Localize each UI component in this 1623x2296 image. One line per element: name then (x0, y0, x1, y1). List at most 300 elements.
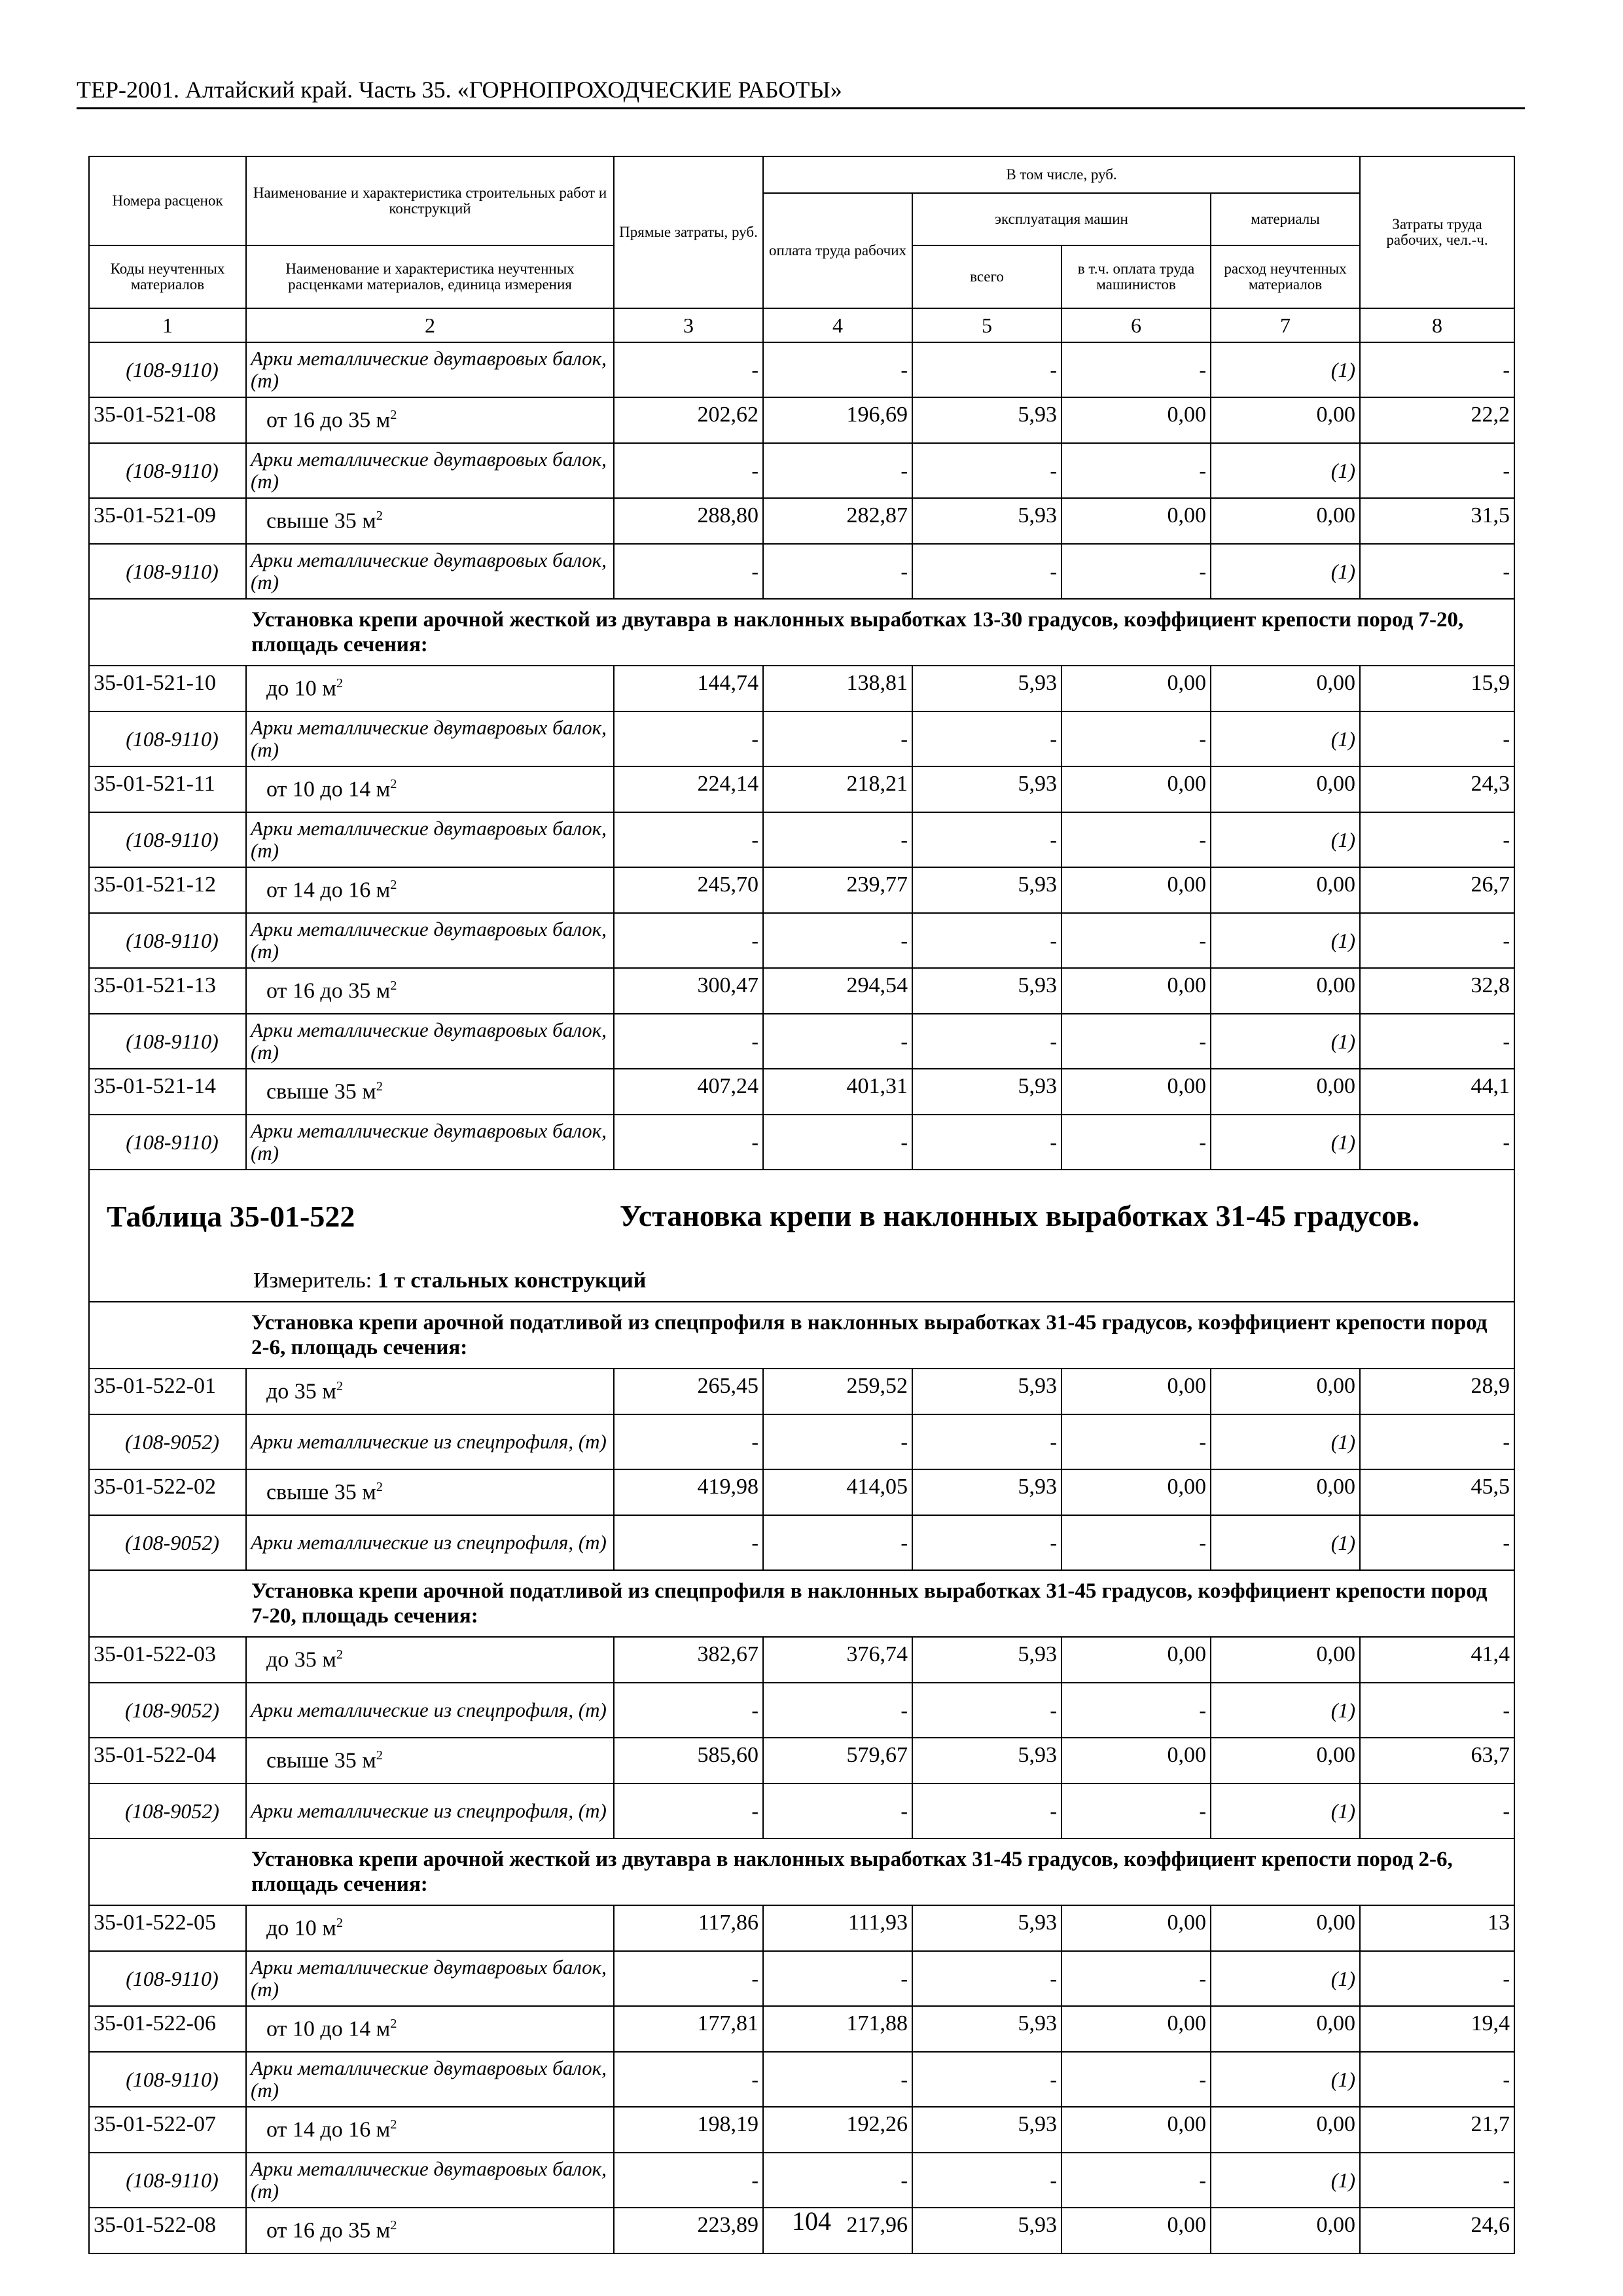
material-name: Арки металлические двутавровых балок, (т) (246, 1115, 614, 1170)
cell-dash: - (1061, 913, 1211, 968)
rate-row (89, 2006, 1514, 2052)
material-name: Арки металлические из спецпрофиля, (т) (246, 1784, 614, 1839)
material-code: (108-9052) (89, 1414, 246, 1469)
material-code: (108-9110) (89, 443, 246, 498)
cell-dash: - (1061, 812, 1211, 867)
machines-total: 5,93 (912, 666, 1061, 711)
rate-name: от 16 до 35 $м^2$ (246, 2208, 614, 2253)
cell-dash: - (912, 1515, 1061, 1570)
column-numbers-row (89, 308, 1514, 342)
cell-dash: - (763, 1515, 912, 1570)
section-row (89, 1570, 1514, 1637)
material-consumption: 0,00 (1211, 1738, 1360, 1784)
material-code: (108-9052) (89, 1683, 246, 1738)
machinist-pay: 0,00 (1061, 2208, 1211, 2253)
rate-code: 35-01-521-13 (89, 968, 246, 1014)
head-materials: материалы (1211, 193, 1360, 245)
cell-dash: - (614, 2052, 763, 2107)
material-consumption: 0,00 (1211, 1069, 1360, 1115)
worker-pay: 111,93 (763, 1905, 912, 1951)
material-quantity: (1) (1211, 711, 1360, 766)
rate-code: 35-01-522-07 (89, 2107, 246, 2153)
material-quantity: (1) (1211, 1951, 1360, 2006)
labor-costs: 19,4 (1360, 2006, 1514, 2052)
material-name: Арки металлические двутавровых балок, (т) (246, 1951, 614, 2006)
rate-name: от 10 до 14 $м^2$ (246, 766, 614, 812)
head-rate-numbers: Номера расценок (89, 156, 246, 245)
cell-dash: - (1061, 544, 1211, 599)
rate-name: свыше 35 $м^2$ (246, 1738, 614, 1784)
rate-code: 35-01-521-14 (89, 1069, 246, 1115)
material-name: Арки металлические двутавровых балок, (т) (246, 1014, 614, 1069)
cell-dash: - (763, 2052, 912, 2107)
machines-total: 5,93 (912, 2208, 1061, 2253)
machinist-pay: 0,00 (1061, 867, 1211, 913)
cell-dash: - (763, 443, 912, 498)
cell-dash: - (1061, 1414, 1211, 1469)
worker-pay: 414,05 (763, 1469, 912, 1515)
labor-costs: 45,5 (1360, 1469, 1514, 1515)
column-number: 5 (912, 308, 1061, 342)
cell-dash: - (1360, 2153, 1514, 2208)
material-quantity: (1) (1211, 1683, 1360, 1738)
cell-dash: - (763, 711, 912, 766)
material-row (89, 1951, 1514, 2006)
material-name: Арки металлические двутавровых балок, (т) (246, 544, 614, 599)
rate-row (89, 1369, 1514, 1414)
machinist-pay: 0,00 (1061, 1905, 1211, 1951)
cell-dash: - (1360, 913, 1514, 968)
head-labor-costs: Затраты труда рабочих, чел.-ч. (1360, 156, 1514, 308)
table-title-row (89, 1170, 1514, 1302)
cell-dash: - (763, 1115, 912, 1170)
rate-name: от 16 до 35 $м^2$ (246, 397, 614, 443)
machines-total: 5,93 (912, 1469, 1061, 1515)
cell-dash: - (912, 1683, 1061, 1738)
cell-dash: - (614, 711, 763, 766)
cell-dash: - (763, 812, 912, 867)
rate-code: 35-01-522-05 (89, 1905, 246, 1951)
rate-row (89, 766, 1514, 812)
direct-costs: 300,47 (614, 968, 763, 1014)
material-consumption: 0,00 (1211, 968, 1360, 1014)
column-number: 7 (1211, 308, 1360, 342)
rate-code: 35-01-521-11 (89, 766, 246, 812)
cell-dash: - (763, 544, 912, 599)
material-name: Арки металлические двутавровых балок, (т) (246, 443, 614, 498)
cell-dash: - (614, 1414, 763, 1469)
rate-row (89, 1738, 1514, 1784)
material-name: Арки металлические двутавровых балок, (т) (246, 711, 614, 766)
material-consumption: 0,00 (1211, 2107, 1360, 2153)
rate-row (89, 2107, 1514, 2153)
cell-dash: - (912, 1014, 1061, 1069)
material-name: Арки металлические из спецпрофиля, (т) (246, 1414, 614, 1469)
material-row (89, 1515, 1514, 1570)
rate-code: 35-01-521-12 (89, 867, 246, 913)
machinist-pay: 0,00 (1061, 968, 1211, 1014)
material-name: Арки металлические из спецпрофиля, (т) (246, 1515, 614, 1570)
machinist-pay: 0,00 (1061, 1738, 1211, 1784)
direct-costs: 288,80 (614, 498, 763, 544)
machinist-pay: 0,00 (1061, 397, 1211, 443)
material-quantity: (1) (1211, 1515, 1360, 1570)
direct-costs: 198,19 (614, 2107, 763, 2153)
cell-dash: - (912, 1951, 1061, 2006)
cell-dash: - (614, 1951, 763, 2006)
cell-dash: - (614, 342, 763, 397)
labor-costs: 24,3 (1360, 766, 1514, 812)
material-quantity: (1) (1211, 1784, 1360, 1839)
worker-pay: 196,69 (763, 397, 912, 443)
cell-dash: - (912, 1115, 1061, 1170)
cell-dash: - (912, 443, 1061, 498)
machinist-pay: 0,00 (1061, 2006, 1211, 2052)
rate-code: 35-01-521-09 (89, 498, 246, 544)
cell-dash: - (614, 1515, 763, 1570)
rate-name: свыше 35 $м^2$ (246, 498, 614, 544)
direct-costs: 245,70 (614, 867, 763, 913)
cell-dash: - (763, 342, 912, 397)
machinist-pay: 0,00 (1061, 1369, 1211, 1414)
direct-costs: 407,24 (614, 1069, 763, 1115)
rate-code: 35-01-522-06 (89, 2006, 246, 2052)
machines-total: 5,93 (912, 1905, 1061, 1951)
material-consumption: 0,00 (1211, 2208, 1360, 2253)
labor-costs: 13 (1360, 1905, 1514, 1951)
cell-dash: - (614, 2153, 763, 2208)
cell-dash: - (912, 913, 1061, 968)
cell-dash: - (1061, 1515, 1211, 1570)
head-material-codes: Коды неучтенных материалов (89, 245, 246, 308)
labor-costs: 15,9 (1360, 666, 1514, 711)
worker-pay: 376,74 (763, 1637, 912, 1683)
labor-costs: 28,9 (1360, 1369, 1514, 1414)
cell-dash: - (1360, 2052, 1514, 2107)
material-code: (108-9110) (89, 1115, 246, 1170)
cell-dash: - (912, 1414, 1061, 1469)
machines-total: 5,93 (912, 968, 1061, 1014)
direct-costs: 265,45 (614, 1369, 763, 1414)
material-code: (108-9110) (89, 913, 246, 968)
rate-name: от 10 до 14 $м^2$ (246, 2006, 614, 2052)
material-row (89, 443, 1514, 498)
rate-code: 35-01-521-08 (89, 397, 246, 443)
worker-pay: 259,52 (763, 1369, 912, 1414)
cell-dash: - (1360, 1683, 1514, 1738)
cell-dash: - (614, 443, 763, 498)
section-row (89, 599, 1514, 666)
material-row (89, 342, 1514, 397)
rate-name: до 35 $м^2$ (246, 1369, 614, 1414)
cell-dash: - (614, 913, 763, 968)
material-quantity: (1) (1211, 1414, 1360, 1469)
cell-dash: - (912, 1784, 1061, 1839)
material-row (89, 1414, 1514, 1469)
rate-row (89, 397, 1514, 443)
column-number: 3 (614, 308, 763, 342)
rate-row (89, 867, 1514, 913)
machinist-pay: 0,00 (1061, 766, 1211, 812)
cell-dash: - (763, 1784, 912, 1839)
machinist-pay: 0,00 (1061, 1469, 1211, 1515)
cell-dash: - (1061, 1683, 1211, 1738)
machinist-pay: 0,00 (1061, 1069, 1211, 1115)
machines-total: 5,93 (912, 867, 1061, 913)
section-row (89, 1839, 1514, 1905)
rate-code: 35-01-522-08 (89, 2208, 246, 2253)
material-quantity: (1) (1211, 2052, 1360, 2107)
labor-costs: 63,7 (1360, 1738, 1514, 1784)
worker-pay: 282,87 (763, 498, 912, 544)
material-row (89, 812, 1514, 867)
direct-costs: 177,81 (614, 2006, 763, 2052)
section-title: Установка крепи арочной податливой из спецпрофиля в наклонных выработках 31-45 градусов, коэффициент крепости пород 2-6, площадь сечения: (246, 1302, 1514, 1369)
material-name: Арки металлические двутавровых балок, (т) (246, 913, 614, 968)
rate-row (89, 666, 1514, 711)
worker-pay: 138,81 (763, 666, 912, 711)
material-consumption: 0,00 (1211, 666, 1360, 711)
cell-dash: - (912, 342, 1061, 397)
head-machinist-pay: в т.ч. оплата труда машинистов (1061, 245, 1211, 308)
material-consumption: 0,00 (1211, 766, 1360, 812)
cell-dash: - (1360, 1014, 1514, 1069)
cell-dash: - (1061, 1951, 1211, 2006)
column-number: 6 (1061, 308, 1211, 342)
material-row (89, 2153, 1514, 2208)
worker-pay: 579,67 (763, 1738, 912, 1784)
rate-name: до 35 $м^2$ (246, 1637, 614, 1683)
table-title: Установка крепи в наклонных выработках 31-45 градусов. (620, 1199, 1420, 1232)
rate-name: свыше 35 $м^2$ (246, 1469, 614, 1515)
table-number: Таблица 35-01-522 (107, 1200, 355, 1233)
rate-code: 35-01-522-04 (89, 1738, 246, 1784)
material-row (89, 544, 1514, 599)
machines-total: 5,93 (912, 1738, 1061, 1784)
page-number: 104 (792, 2206, 831, 2236)
section-row (89, 1302, 1514, 1369)
material-quantity: (1) (1211, 544, 1360, 599)
cell-dash: - (1360, 812, 1514, 867)
rate-row (89, 1469, 1514, 1515)
worker-pay: 239,77 (763, 867, 912, 913)
material-row (89, 1014, 1514, 1069)
section-title: Установка крепи арочной жесткой из двутавра в наклонных выработках 13-30 градусов, коэффициент крепости пород 7-20, площадь сечения: (246, 599, 1514, 666)
rate-code: 35-01-522-03 (89, 1637, 246, 1683)
material-quantity: (1) (1211, 342, 1360, 397)
labor-costs: 44,1 (1360, 1069, 1514, 1115)
cell-dash: - (763, 2153, 912, 2208)
worker-pay: 192,26 (763, 2107, 912, 2153)
cell-dash: - (912, 2153, 1061, 2208)
material-consumption: 0,00 (1211, 867, 1360, 913)
column-number: 2 (246, 308, 614, 342)
machinist-pay: 0,00 (1061, 1637, 1211, 1683)
page-header: ТЕР-2001. Алтайский край. Часть 35. «ГОРНОПРОХОДЧЕСКИЕ РАБОТЫ» (77, 75, 1525, 109)
material-code: (108-9110) (89, 711, 246, 766)
machines-total: 5,93 (912, 1069, 1061, 1115)
rate-name: от 16 до 35 $м^2$ (246, 968, 614, 1014)
worker-pay: 401,31 (763, 1069, 912, 1115)
cell-dash: - (912, 2052, 1061, 2107)
cell-dash: - (1360, 1115, 1514, 1170)
material-consumption: 0,00 (1211, 1637, 1360, 1683)
column-number: 1 (89, 308, 246, 342)
direct-costs: 585,60 (614, 1738, 763, 1784)
section-title: Установка крепи арочной податливой из спецпрофиля в наклонных выработках 31-45 градусов, коэффициент крепости пород 7-20, площадь сечения: (246, 1570, 1514, 1637)
cell-dash: - (1360, 443, 1514, 498)
material-name: Арки металлические из спецпрофиля, (т) (246, 1683, 614, 1738)
material-quantity: (1) (1211, 812, 1360, 867)
worker-pay: 218,21 (763, 766, 912, 812)
machinist-pay: 0,00 (1061, 2107, 1211, 2153)
rate-row (89, 1637, 1514, 1683)
cell-dash: - (1061, 443, 1211, 498)
column-number: 4 (763, 308, 912, 342)
cell-dash: - (1360, 1784, 1514, 1839)
cell-dash: - (1061, 1014, 1211, 1069)
cell-dash: - (1061, 2052, 1211, 2107)
material-row (89, 1784, 1514, 1839)
cell-dash: - (763, 1951, 912, 2006)
labor-costs: 22,2 (1360, 397, 1514, 443)
cell-dash: - (1360, 544, 1514, 599)
material-code: (108-9110) (89, 544, 246, 599)
material-consumption: 0,00 (1211, 397, 1360, 443)
material-consumption: 0,00 (1211, 2006, 1360, 2052)
direct-costs: 117,86 (614, 1905, 763, 1951)
material-row (89, 913, 1514, 968)
rates-table (88, 156, 1515, 2254)
material-name: Арки металлические двутавровых балок, (т) (246, 2153, 614, 2208)
material-name: Арки металлические двутавровых балок, (т) (246, 342, 614, 397)
head-machines: эксплуатация машин (912, 193, 1211, 245)
direct-costs: 144,74 (614, 666, 763, 711)
rate-name: до 10 $м^2$ (246, 666, 614, 711)
head-direct-costs: Прямые затраты, руб. (614, 156, 763, 308)
measure-label: Измеритель: (253, 1268, 378, 1293)
labor-costs: 21,7 (1360, 2107, 1514, 2153)
material-row (89, 1683, 1514, 1738)
worker-pay: 294,54 (763, 968, 912, 1014)
cell-dash: - (614, 1014, 763, 1069)
machines-total: 5,93 (912, 397, 1061, 443)
material-row (89, 1115, 1514, 1170)
machines-total: 5,93 (912, 2107, 1061, 2153)
labor-costs: 32,8 (1360, 968, 1514, 1014)
material-code: (108-9110) (89, 2052, 246, 2107)
rate-name: до 10 $м^2$ (246, 1905, 614, 1951)
rate-code: 35-01-521-10 (89, 666, 246, 711)
cell-dash: - (763, 1683, 912, 1738)
rate-name: от 14 до 16 $м^2$ (246, 2107, 614, 2153)
cell-dash: - (614, 1683, 763, 1738)
labor-costs: 26,7 (1360, 867, 1514, 913)
cell-dash: - (1360, 1414, 1514, 1469)
head-material-names: Наименование и характеристика неучтенных расценками материалов, единица измерения (246, 245, 614, 308)
head-machines-total: всего (912, 245, 1061, 308)
material-row (89, 2052, 1514, 2107)
cell-dash: - (1360, 342, 1514, 397)
head-in-that: В том числе, руб. (763, 156, 1360, 193)
material-quantity: (1) (1211, 913, 1360, 968)
cell-dash: - (614, 1784, 763, 1839)
material-code: (108-9110) (89, 1951, 246, 2006)
cell-dash: - (1061, 342, 1211, 397)
direct-costs: 224,14 (614, 766, 763, 812)
cell-dash: - (614, 812, 763, 867)
head-row-1 (89, 156, 1514, 193)
machines-total: 5,93 (912, 498, 1061, 544)
cell-dash: - (1061, 2153, 1211, 2208)
cell-dash: - (1061, 1784, 1211, 1839)
direct-costs: 223,89 (614, 2208, 763, 2253)
cell-dash: - (614, 1115, 763, 1170)
rate-row (89, 1069, 1514, 1115)
material-name: Арки металлические двутавровых балок, (т) (246, 2052, 614, 2107)
machines-total: 5,93 (912, 1637, 1061, 1683)
material-quantity: (1) (1211, 2153, 1360, 2208)
material-consumption: 0,00 (1211, 498, 1360, 544)
head-material-consumption: расход неучтенных материалов (1211, 245, 1360, 308)
rate-code: 35-01-522-02 (89, 1469, 246, 1515)
cell-dash: - (912, 711, 1061, 766)
cell-dash: - (1360, 1951, 1514, 2006)
direct-costs: 202,62 (614, 397, 763, 443)
cell-dash: - (912, 812, 1061, 867)
cell-dash: - (1061, 711, 1211, 766)
machinist-pay: 0,00 (1061, 666, 1211, 711)
material-consumption: 0,00 (1211, 1469, 1360, 1515)
rate-name: свыше 35 $м^2$ (246, 1069, 614, 1115)
material-code: (108-9110) (89, 342, 246, 397)
cell-dash: - (1360, 1515, 1514, 1570)
labor-costs: 24,6 (1360, 2208, 1514, 2253)
direct-costs: 419,98 (614, 1469, 763, 1515)
material-row (89, 711, 1514, 766)
cell-dash: - (1360, 711, 1514, 766)
material-name: Арки металлические двутавровых балок, (т) (246, 812, 614, 867)
head-worker-pay: оплата труда рабочих (763, 193, 912, 308)
cell-dash: - (1061, 1115, 1211, 1170)
machines-total: 5,93 (912, 766, 1061, 812)
section-title: Установка крепи арочной жесткой из двутавра в наклонных выработках 31-45 градусов, коэффициент крепости пород 2-6, площадь сечения: (246, 1839, 1514, 1905)
machines-total: 5,93 (912, 1369, 1061, 1414)
machinist-pay: 0,00 (1061, 498, 1211, 544)
material-code: (108-9110) (89, 1014, 246, 1069)
labor-costs: 31,5 (1360, 498, 1514, 544)
rate-code: 35-01-522-01 (89, 1369, 246, 1414)
material-code: (108-9052) (89, 1784, 246, 1839)
cell-dash: - (763, 1014, 912, 1069)
material-code: (108-9110) (89, 2153, 246, 2208)
material-quantity: (1) (1211, 1014, 1360, 1069)
worker-pay: 171,88 (763, 2006, 912, 2052)
worker-pay: 217,96 (763, 2208, 912, 2253)
rate-name: от 14 до 16 $м^2$ (246, 867, 614, 913)
labor-costs: 41,4 (1360, 1637, 1514, 1683)
head-work-name: Наименование и характеристика строительных работ и конструкций (246, 156, 614, 245)
material-consumption: 0,00 (1211, 1905, 1360, 1951)
machines-total: 5,93 (912, 2006, 1061, 2052)
material-code: (108-9110) (89, 812, 246, 867)
cell-dash: - (614, 544, 763, 599)
direct-costs: 382,67 (614, 1637, 763, 1683)
measure-unit (253, 1268, 646, 1293)
rate-row (89, 498, 1514, 544)
material-code: (108-9052) (89, 1515, 246, 1570)
measure-value: 1 т стальных конструкций (377, 1268, 647, 1293)
